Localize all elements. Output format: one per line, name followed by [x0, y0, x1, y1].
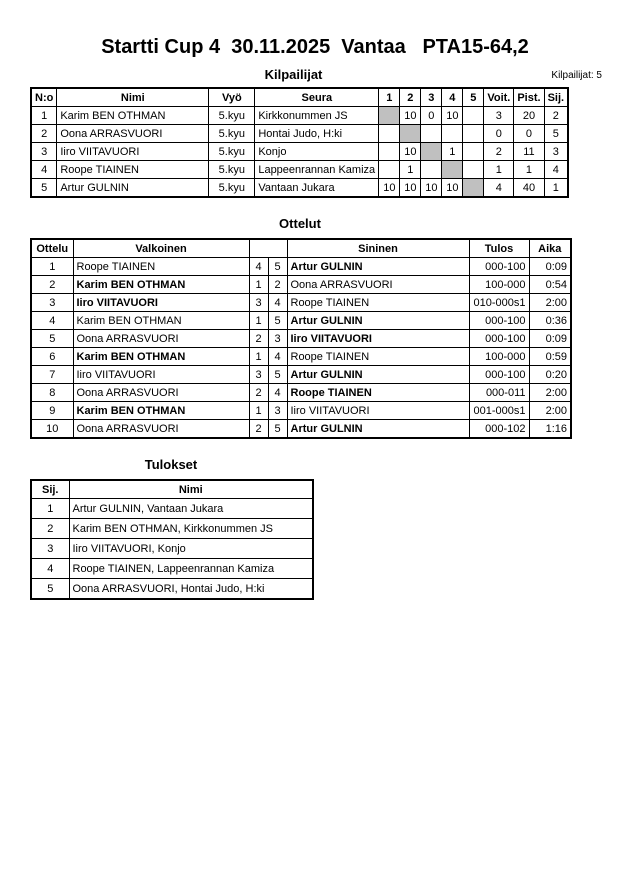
blue-number: 5	[268, 312, 287, 330]
blue-number: 2	[268, 276, 287, 294]
competitor-club: Kirkkonummen JS	[255, 107, 379, 125]
match-result: 000-100	[469, 366, 529, 384]
competitor-number: 1	[31, 107, 57, 125]
result-place: 3	[31, 539, 69, 559]
white-name: Karim BEN OTHMAN	[73, 276, 249, 294]
wins-cell: 4	[484, 179, 514, 198]
header-place: Sij.	[544, 88, 568, 107]
matches-table	[30, 238, 572, 439]
match-number: 3	[31, 294, 73, 312]
score-cell	[421, 125, 442, 143]
score-cell	[463, 107, 484, 125]
header-name: Nimi	[57, 88, 209, 107]
match-time: 0:54	[529, 276, 571, 294]
match-row	[31, 312, 571, 330]
competitor-row	[31, 107, 568, 125]
match-result: 000-100	[469, 330, 529, 348]
blue-number: 3	[268, 330, 287, 348]
white-number: 2	[249, 420, 268, 439]
result-place: 2	[31, 519, 69, 539]
results-table	[30, 479, 314, 600]
wins-cell: 1	[484, 161, 514, 179]
score-cell	[442, 125, 463, 143]
white-number: 1	[249, 276, 268, 294]
match-time: 2:00	[529, 402, 571, 420]
competitor-count-label: Kilpailijat: 5	[551, 70, 602, 81]
points-cell: 40	[514, 179, 544, 198]
header-match-no: Ottelu	[31, 239, 73, 258]
score-cell	[379, 161, 400, 179]
match-result: 001-000s1	[469, 402, 529, 420]
match-row	[31, 258, 571, 276]
competitor-number: 2	[31, 125, 57, 143]
match-result: 000-011	[469, 384, 529, 402]
white-name: Roope TIAINEN	[73, 258, 249, 276]
competitor-club: Lappeenrannan Kamiza	[255, 161, 379, 179]
blue-name: Artur GULNIN	[287, 420, 469, 439]
blue-name: Iiro VIITAVUORI	[287, 402, 469, 420]
points-cell: 1	[514, 161, 544, 179]
header-result: Tulos	[469, 239, 529, 258]
match-number: 5	[31, 330, 73, 348]
match-row	[31, 366, 571, 384]
header-name: Nimi	[69, 480, 313, 499]
match-result: 100-000	[469, 348, 529, 366]
blue-number: 5	[268, 420, 287, 439]
competitor-number: 4	[31, 161, 57, 179]
white-name: Karim BEN OTHMAN	[73, 402, 249, 420]
place-cell: 5	[544, 125, 568, 143]
match-number: 6	[31, 348, 73, 366]
white-name: Oona ARRASVUORI	[73, 420, 249, 439]
match-result: 000-100	[469, 258, 529, 276]
score-cell: 10	[421, 179, 442, 198]
white-number: 1	[249, 402, 268, 420]
match-row	[31, 420, 571, 439]
score-cell: 10	[400, 143, 421, 161]
section-heading-competitors: Kilpailijat	[264, 67, 323, 82]
score-cell: 10	[442, 107, 463, 125]
blue-number: 4	[268, 294, 287, 312]
competitor-name: Roope TIAINEN	[57, 161, 209, 179]
score-cell-self	[463, 179, 484, 198]
competitor-belt: 5.kyu	[209, 179, 255, 198]
white-name: Iiro VIITAVUORI	[73, 294, 249, 312]
page-title: Startti Cup 4 30.11.2025 Vantaa PTA15-64,2	[101, 36, 529, 58]
competitor-belt: 5.kyu	[209, 107, 255, 125]
match-number: 9	[31, 402, 73, 420]
blue-number: 5	[268, 258, 287, 276]
result-row	[31, 519, 313, 539]
header-time: Aika	[529, 239, 571, 258]
white-name: Oona ARRASVUORI	[73, 330, 249, 348]
white-number: 2	[249, 384, 268, 402]
match-row	[31, 294, 571, 312]
blue-name: Oona ARRASVUORI	[287, 276, 469, 294]
header-club: Seura	[255, 88, 379, 107]
score-cell: 10	[379, 179, 400, 198]
wins-cell: 0	[484, 125, 514, 143]
score-cell	[463, 161, 484, 179]
match-number: 1	[31, 258, 73, 276]
result-place: 5	[31, 579, 69, 600]
white-name: Karim BEN OTHMAN	[73, 348, 249, 366]
section-heading-results: Tulokset	[144, 457, 198, 472]
match-result: 100-000	[469, 276, 529, 294]
results-header-row	[31, 480, 313, 499]
score-cell	[379, 143, 400, 161]
header-blue: Sininen	[287, 239, 469, 258]
match-result: 000-100	[469, 312, 529, 330]
header-4: 4	[442, 88, 463, 107]
header-no: N:o	[31, 88, 57, 107]
score-cell: 10	[442, 179, 463, 198]
place-cell: 1	[544, 179, 568, 198]
header-3: 3	[421, 88, 442, 107]
wins-cell: 2	[484, 143, 514, 161]
blue-number: 4	[268, 384, 287, 402]
header-belt: Vyö	[209, 88, 255, 107]
match-time: 0:20	[529, 366, 571, 384]
competitor-row	[31, 161, 568, 179]
score-cell: 10	[400, 179, 421, 198]
white-name: Karim BEN OTHMAN	[73, 312, 249, 330]
white-name: Oona ARRASVUORI	[73, 384, 249, 402]
score-cell: 1	[400, 161, 421, 179]
white-number: 2	[249, 330, 268, 348]
match-number: 8	[31, 384, 73, 402]
match-time: 0:59	[529, 348, 571, 366]
match-result: 010-000s1	[469, 294, 529, 312]
match-time: 2:00	[529, 294, 571, 312]
match-number: 7	[31, 366, 73, 384]
result-name: Karim BEN OTHMAN, Kirkkonummen JS	[69, 519, 313, 539]
place-cell: 4	[544, 161, 568, 179]
header-5: 5	[463, 88, 484, 107]
result-row	[31, 579, 313, 600]
wins-cell: 3	[484, 107, 514, 125]
match-time: 2:00	[529, 384, 571, 402]
header-points: Pist.	[514, 88, 544, 107]
white-number: 1	[249, 348, 268, 366]
points-cell: 20	[514, 107, 544, 125]
match-time: 0:09	[529, 258, 571, 276]
blue-name: Artur GULNIN	[287, 312, 469, 330]
match-row	[31, 276, 571, 294]
result-name: Artur GULNIN, Vantaan Jukara	[69, 499, 313, 519]
match-row	[31, 384, 571, 402]
result-row	[31, 499, 313, 519]
match-time: 0:09	[529, 330, 571, 348]
competitor-number: 3	[31, 143, 57, 161]
competitor-name: Iiro VIITAVUORI	[57, 143, 209, 161]
competitor-name: Karim BEN OTHMAN	[57, 107, 209, 125]
competitor-belt: 5.kyu	[209, 143, 255, 161]
white-number: 3	[249, 294, 268, 312]
header-place: Sij.	[31, 480, 69, 499]
competitor-row	[31, 179, 568, 198]
white-number: 4	[249, 258, 268, 276]
competitor-name: Artur GULNIN	[57, 179, 209, 198]
blue-name: Roope TIAINEN	[287, 294, 469, 312]
match-row	[31, 330, 571, 348]
competitors-table	[30, 87, 569, 198]
score-cell-self	[442, 161, 463, 179]
matches-header-row	[31, 239, 571, 258]
white-number: 3	[249, 366, 268, 384]
header-2: 2	[400, 88, 421, 107]
points-cell: 11	[514, 143, 544, 161]
score-cell: 1	[442, 143, 463, 161]
match-row	[31, 348, 571, 366]
score-cell-self	[379, 107, 400, 125]
blue-name: Roope TIAINEN	[287, 348, 469, 366]
score-cell	[463, 143, 484, 161]
result-place: 4	[31, 559, 69, 579]
header-1: 1	[379, 88, 400, 107]
header-white: Valkoinen	[73, 239, 249, 258]
result-name: Oona ARRASVUORI, Hontai Judo, H:ki	[69, 579, 313, 600]
competitor-row	[31, 125, 568, 143]
competitor-row	[31, 143, 568, 161]
match-time: 0:36	[529, 312, 571, 330]
match-time: 1:16	[529, 420, 571, 439]
result-place: 1	[31, 499, 69, 519]
match-row	[31, 402, 571, 420]
competitor-club: Hontai Judo, H:ki	[255, 125, 379, 143]
competitor-club: Vantaan Jukara	[255, 179, 379, 198]
match-number: 2	[31, 276, 73, 294]
competitor-club: Konjo	[255, 143, 379, 161]
result-row	[31, 559, 313, 579]
score-cell: 0	[421, 107, 442, 125]
competitor-name: Oona ARRASVUORI	[57, 125, 209, 143]
points-cell: 0	[514, 125, 544, 143]
white-name: Iiro VIITAVUORI	[73, 366, 249, 384]
match-number: 10	[31, 420, 73, 439]
score-cell: 10	[400, 107, 421, 125]
place-cell: 3	[544, 143, 568, 161]
match-result: 000-102	[469, 420, 529, 439]
white-number: 1	[249, 312, 268, 330]
score-cell-self	[421, 143, 442, 161]
header-competitor-numbers	[249, 239, 287, 258]
result-row	[31, 539, 313, 559]
competitor-belt: 5.kyu	[209, 125, 255, 143]
competitor-belt: 5.kyu	[209, 161, 255, 179]
score-cell	[421, 161, 442, 179]
blue-number: 5	[268, 366, 287, 384]
competitors-header-row	[31, 88, 568, 107]
score-cell	[379, 125, 400, 143]
blue-number: 4	[268, 348, 287, 366]
score-cell-self	[400, 125, 421, 143]
blue-name: Artur GULNIN	[287, 366, 469, 384]
score-cell	[463, 125, 484, 143]
place-cell: 2	[544, 107, 568, 125]
section-heading-matches: Ottelut	[279, 216, 321, 231]
result-name: Iiro VIITAVUORI, Konjo	[69, 539, 313, 559]
blue-name: Roope TIAINEN	[287, 384, 469, 402]
blue-number: 3	[268, 402, 287, 420]
result-name: Roope TIAINEN, Lappeenrannan Kamiza	[69, 559, 313, 579]
match-number: 4	[31, 312, 73, 330]
competitor-number: 5	[31, 179, 57, 198]
blue-name: Iiro VIITAVUORI	[287, 330, 469, 348]
header-wins: Voit.	[484, 88, 514, 107]
blue-name: Artur GULNIN	[287, 258, 469, 276]
